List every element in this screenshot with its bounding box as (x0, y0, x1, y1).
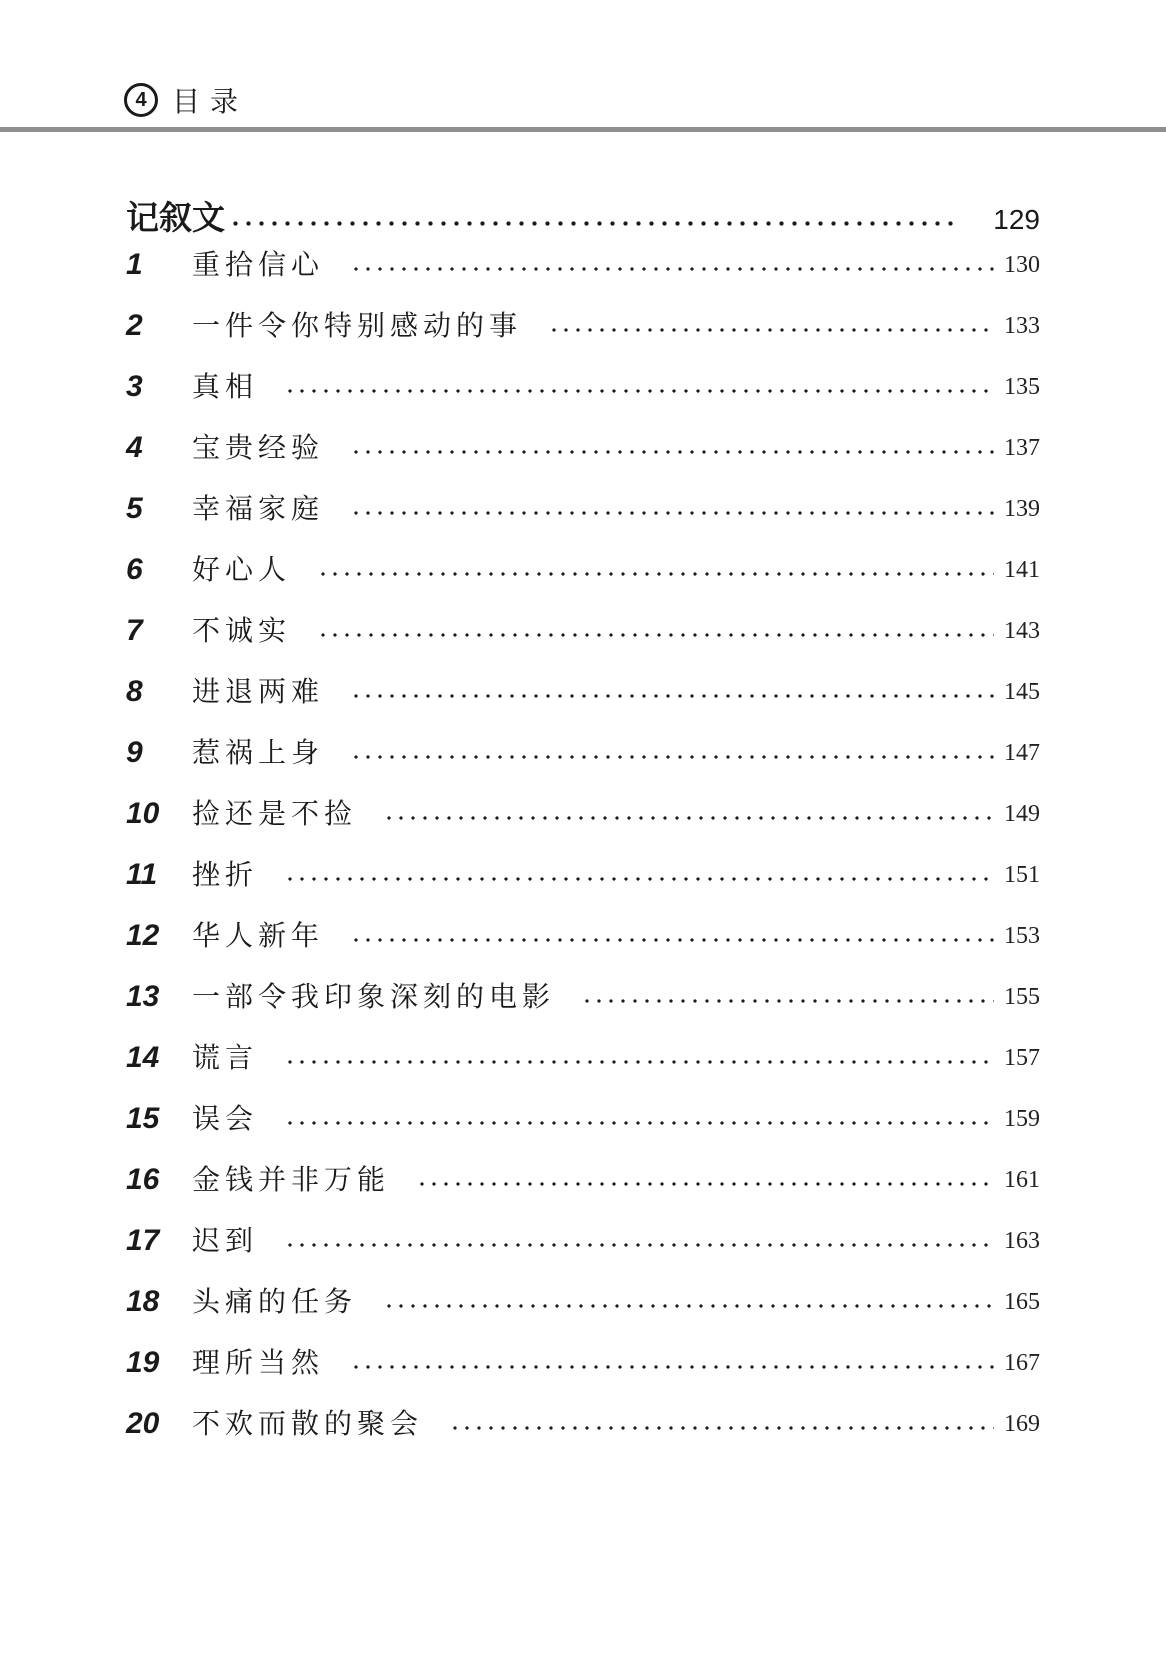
entry-title: 不欢而散的聚会 (192, 1406, 424, 1440)
entry-page-number: 130 (1004, 251, 1040, 278)
dot-leader (317, 572, 994, 576)
dot-leader (416, 1182, 994, 1186)
entry-title: 一部令我印象深刻的电影 (192, 979, 556, 1013)
entry-title: 幸福家庭 (192, 491, 325, 525)
section-page-number: 129 (993, 204, 1040, 235)
dot-leader (350, 938, 994, 942)
entry-page-number: 141 (1004, 556, 1040, 583)
entry-page-number: 161 (1004, 1166, 1040, 1193)
toc-entry[interactable] (126, 661, 1040, 722)
toc-entry[interactable] (126, 295, 1040, 356)
toc-entry[interactable] (126, 1027, 1040, 1088)
entry-number: 16 (126, 1162, 160, 1196)
dot-leader (350, 694, 994, 698)
toc-entry[interactable] (126, 844, 1040, 905)
dot-leader (383, 816, 994, 820)
entry-title: 金钱并非万能 (192, 1162, 391, 1196)
entry-number: 11 (126, 857, 158, 891)
toc-entry[interactable] (126, 1393, 1040, 1454)
entry-title: 华人新年 (192, 918, 325, 952)
entry-title: 不诚实 (192, 613, 292, 647)
entry-number: 15 (126, 1101, 160, 1135)
entry-page-number: 143 (1004, 617, 1040, 644)
toc-entry-list (126, 234, 1040, 1454)
entry-page-number: 153 (1004, 922, 1040, 949)
toc-section-heading[interactable] (126, 180, 1040, 237)
dot-leader (284, 1243, 994, 1247)
entry-page-number: 151 (1004, 861, 1040, 888)
toc-entry[interactable] (126, 234, 1040, 295)
entry-page-number: 163 (1004, 1227, 1040, 1254)
entry-title: 宝贵经验 (192, 430, 325, 464)
entry-page-number: 165 (1004, 1288, 1040, 1315)
entry-page-number: 137 (1004, 434, 1040, 461)
dot-leader (284, 1121, 994, 1125)
toc-entry[interactable] (126, 1210, 1040, 1271)
entry-number: 20 (126, 1406, 160, 1440)
entry-title: 重拾信心 (192, 247, 325, 281)
dot-leader (548, 328, 994, 332)
toc-entry[interactable] (126, 1088, 1040, 1149)
entry-page-number: 145 (1004, 678, 1040, 705)
entry-title: 挫折 (192, 857, 259, 891)
entry-page-number: 155 (1004, 983, 1040, 1010)
toc-entry[interactable] (126, 539, 1040, 600)
toc-entry[interactable] (126, 1149, 1040, 1210)
dot-leader (350, 755, 994, 759)
toc-entry[interactable] (126, 1271, 1040, 1332)
entry-page-number: 147 (1004, 739, 1040, 766)
toc-entry[interactable] (126, 478, 1040, 539)
dot-leader (350, 267, 994, 271)
entry-page-number: 133 (1004, 312, 1040, 339)
dot-leader (350, 511, 994, 515)
entry-number: 17 (126, 1223, 160, 1257)
entry-number: 8 (126, 674, 143, 708)
entry-page-number: 167 (1004, 1349, 1040, 1376)
entry-number: 18 (126, 1284, 160, 1318)
entry-number: 3 (126, 369, 143, 403)
page-number: 4 (135, 89, 147, 111)
entry-number: 2 (126, 308, 143, 342)
toc-entry[interactable] (126, 966, 1040, 1027)
entry-page-number: 149 (1004, 800, 1040, 827)
dot-leader (284, 877, 994, 881)
entry-title: 一件令你特别感动的事 (192, 308, 523, 342)
entry-title: 进退两难 (192, 674, 325, 708)
entry-title: 好心人 (192, 552, 292, 586)
page-header (124, 78, 248, 122)
entry-title: 迟到 (192, 1223, 259, 1257)
dot-leader (317, 633, 994, 637)
entry-number: 6 (126, 552, 143, 586)
header-divider (0, 127, 1166, 132)
toc-entry[interactable] (126, 783, 1040, 844)
entry-title: 惹祸上身 (192, 735, 325, 769)
entry-number: 4 (126, 430, 143, 464)
dot-leader (581, 999, 994, 1003)
toc-entry[interactable] (126, 600, 1040, 661)
entry-page-number: 139 (1004, 495, 1040, 522)
toc-entry[interactable] (126, 722, 1040, 783)
dot-leader (284, 1060, 994, 1064)
dot-leader (350, 1365, 994, 1369)
toc-entry[interactable] (126, 1332, 1040, 1393)
entry-number: 10 (126, 796, 160, 830)
entry-title: 真相 (192, 369, 259, 403)
toc-entry[interactable] (126, 905, 1040, 966)
page-title: 目录 (172, 85, 249, 118)
entry-number: 19 (126, 1345, 160, 1379)
entry-title: 捡还是不捡 (192, 796, 358, 830)
entry-title: 谎言 (192, 1040, 259, 1074)
entry-page-number: 159 (1004, 1105, 1040, 1132)
entry-page-number: 157 (1004, 1044, 1040, 1071)
dot-leader (449, 1426, 994, 1430)
dot-leader (284, 389, 994, 393)
dot-leader (383, 1304, 994, 1308)
entry-title: 误会 (192, 1101, 259, 1135)
table-of-contents (126, 180, 1040, 1454)
entry-number: 9 (126, 735, 143, 769)
entry-page-number: 135 (1004, 373, 1040, 400)
toc-entry[interactable] (126, 417, 1040, 478)
entry-number: 5 (126, 491, 143, 525)
dot-leader (229, 221, 959, 226)
entry-number: 1 (126, 247, 143, 281)
toc-entry[interactable] (126, 356, 1040, 417)
page-number-badge (124, 83, 158, 117)
dot-leader (350, 450, 994, 454)
entry-page-number: 169 (1004, 1410, 1040, 1437)
entry-number: 13 (126, 979, 160, 1013)
entry-title: 头痛的任务 (192, 1284, 358, 1318)
entry-number: 14 (126, 1040, 160, 1074)
section-title: 记叙文 (126, 198, 225, 237)
entry-number: 7 (126, 613, 143, 647)
entry-number: 12 (126, 918, 160, 952)
entry-title: 理所当然 (192, 1345, 325, 1379)
